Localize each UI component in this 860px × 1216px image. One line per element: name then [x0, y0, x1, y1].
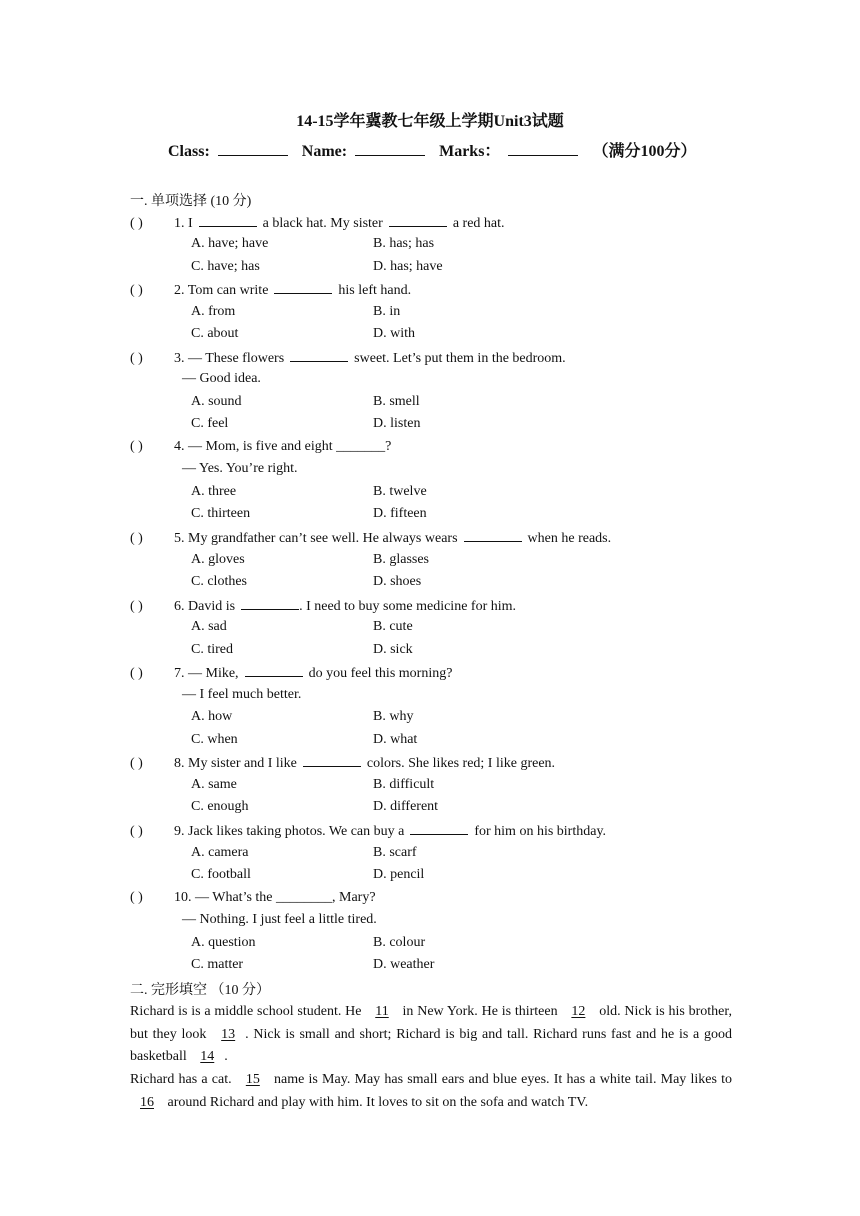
answer-paren[interactable]: ( ): [130, 666, 143, 681]
stem: . I need to buy some medicine for him.: [299, 599, 517, 614]
option-c: C. feel: [191, 416, 229, 431]
class-label: Class:: [168, 143, 210, 160]
option-d: D. weather: [373, 957, 435, 972]
stem: a black hat. My sister: [262, 216, 383, 231]
option-a: A. sad: [191, 619, 227, 634]
passage-text: .: [224, 1049, 228, 1064]
stem: 2. Tom can write: [174, 283, 269, 298]
option-c: C. when: [191, 732, 238, 747]
blank: [245, 664, 303, 677]
stem: 7. — Mike,: [174, 666, 239, 681]
answer-paren[interactable]: ( ): [130, 599, 143, 614]
passage-text: Richard is is a middle school student. He: [130, 1004, 362, 1019]
stem: colors. She likes red; I like green.: [366, 756, 556, 771]
cloze-blank-16: 16: [140, 1094, 154, 1110]
option-d: D. sick: [373, 642, 413, 657]
option-a: A. sound: [191, 394, 242, 409]
answer-paren[interactable]: ( ): [130, 283, 143, 298]
option-c: C. about: [191, 326, 239, 341]
option-d: D. pencil: [373, 867, 425, 882]
passage-text: Richard has a cat.: [130, 1072, 232, 1087]
exam-title: 14-15学年冀教七年级上学期Unit3试题: [296, 113, 564, 130]
option-a: A. camera: [191, 845, 249, 860]
student-info-line: [168, 138, 696, 161]
reply-line: — Yes. You’re right.: [182, 461, 298, 476]
option-d: D. fifteen: [373, 506, 427, 521]
marks-label: Marks：: [439, 143, 501, 160]
answer-paren[interactable]: ( ): [130, 756, 143, 771]
question-4: [130, 439, 391, 455]
blank: [199, 214, 257, 227]
passage-text: old. Nick is his brother, but they look: [130, 1004, 732, 1042]
cloze-blank-12: 12: [571, 1004, 586, 1019]
option-c: C. matter: [191, 957, 244, 972]
stem: 10. — What’s the ________, Mary?: [174, 890, 376, 905]
stem: sweet. Let’s put them in the bedroom.: [354, 351, 566, 366]
option-d: D. what: [373, 732, 418, 747]
stem: a red hat.: [452, 216, 505, 231]
stem: do you feel this morning?: [308, 666, 453, 681]
cloze-paragraph-2: [130, 1069, 732, 1114]
option-a: A. question: [191, 935, 256, 950]
question-1: [130, 214, 505, 232]
name-label: Name:: [301, 143, 348, 160]
answer-paren[interactable]: ( ): [130, 890, 143, 905]
passage-text: in New York. He is thirteen: [402, 1004, 558, 1019]
marks-blank[interactable]: [508, 141, 578, 156]
reply-line: — I feel much better.: [182, 687, 302, 702]
stem: 9. Jack likes taking photos. We can buy a: [174, 824, 405, 839]
answer-paren[interactable]: ( ): [130, 351, 143, 366]
option-b: B. smell: [373, 394, 420, 409]
stem: his left hand.: [338, 283, 412, 298]
answer-paren[interactable]: ( ): [130, 216, 143, 231]
name-blank[interactable]: [355, 141, 425, 156]
question-8: [130, 754, 555, 772]
option-a: A. gloves: [191, 552, 245, 567]
option-c: C. enough: [191, 799, 249, 814]
question-6: [130, 597, 516, 615]
option-d: D. with: [373, 326, 415, 341]
blank: [410, 822, 468, 835]
stem: 4. — Mom, is five and eight _______?: [174, 439, 392, 454]
option-c: C. have; has: [191, 259, 260, 274]
option-a: A. have; have: [191, 236, 269, 251]
option-b: B. colour: [373, 935, 426, 950]
stem: when he reads.: [527, 531, 612, 546]
option-c: C. tired: [191, 642, 233, 657]
answer-paren[interactable]: ( ): [130, 531, 143, 546]
section1-heading: 一. 单项选择 (10 分): [130, 194, 252, 209]
option-d: D. different: [373, 799, 439, 814]
class-blank[interactable]: [218, 141, 288, 156]
question-2: [130, 281, 411, 299]
blank: [241, 597, 299, 610]
option-d: D. shoes: [373, 574, 422, 589]
question-9: [130, 822, 606, 840]
question-5: [130, 529, 611, 547]
stem: 1. I: [174, 216, 193, 231]
cloze-paragraph-1: [130, 1001, 732, 1069]
full-score: （满分100分）: [592, 143, 697, 160]
option-b: B. glasses: [373, 552, 429, 567]
question-10: [130, 890, 376, 906]
option-b: B. has; has: [373, 236, 435, 251]
cloze-blank-15: 15: [245, 1072, 260, 1087]
blank: [464, 529, 522, 542]
question-3: [130, 349, 566, 367]
option-b: B. cute: [373, 619, 413, 634]
option-b: B. difficult: [373, 777, 435, 792]
option-a: A. how: [191, 709, 233, 724]
blank: [303, 754, 361, 767]
answer-paren[interactable]: ( ): [130, 824, 143, 839]
blank: [389, 214, 447, 227]
passage-text: name is May. May has small ears and blue eyes. It has a white tail. May likes to: [274, 1072, 733, 1087]
cloze-blank-14: 14: [200, 1049, 215, 1064]
cloze-blank-11: 11: [375, 1004, 389, 1019]
stem: 3. — These flowers: [174, 351, 285, 366]
reply-line: — Nothing. I just feel a little tired.: [182, 912, 377, 927]
option-b: B. twelve: [373, 484, 427, 499]
option-c: C. football: [191, 867, 251, 882]
option-b: B. scarf: [373, 845, 417, 860]
option-a: A. from: [191, 304, 236, 319]
option-a: A. same: [191, 777, 237, 792]
stem: 5. My grandfather can’t see well. He always wears: [174, 531, 458, 546]
stem: 8. My sister and I like: [174, 756, 297, 771]
cloze-blank-13: 13: [221, 1026, 236, 1042]
passage-text: . Nick is small and short; Richard is big and tall. Richard runs fast and he is a good basketball: [130, 1026, 733, 1064]
question-7: [130, 664, 452, 682]
answer-paren[interactable]: ( ): [130, 439, 143, 454]
blank: [290, 349, 348, 362]
option-d: D. listen: [373, 416, 421, 431]
option-c: C. clothes: [191, 574, 247, 589]
stem: 6. David is: [174, 599, 236, 614]
option-a: A. three: [191, 484, 237, 499]
passage-text: around Richard and play with him. It loves to sit on the sofa and watch TV.: [167, 1094, 589, 1110]
section2-heading: 二. 完形填空 （10 分）: [130, 983, 270, 998]
reply-line: — Good idea.: [182, 371, 261, 386]
stem: for him on his birthday.: [474, 824, 607, 839]
option-d: D. has; have: [373, 259, 443, 274]
option-b: B. in: [373, 304, 401, 319]
option-b: B. why: [373, 709, 414, 724]
blank: [274, 281, 332, 294]
option-c: C. thirteen: [191, 506, 251, 521]
